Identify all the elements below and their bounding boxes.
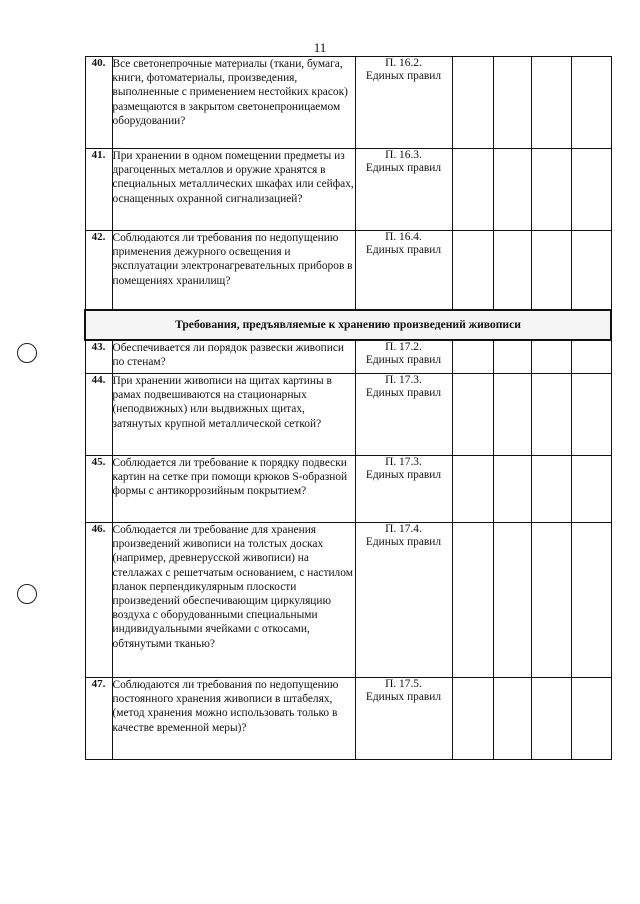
answer-cell[interactable] [493,57,531,149]
table-row [85,340,611,374]
answer-cell[interactable] [452,374,493,456]
requirement-text: При хранении живописи на щитах картины в рамах подвешиваются на стационарных (неподвижных) или выдвижных щитах, затянутых крупной металлической сеткой? [112,374,355,456]
checklist-table [84,56,612,760]
answer-cell[interactable] [531,57,571,149]
rule-reference: П. 17.4. Единых правил [355,523,452,678]
rule-reference: П. 16.2. Единых правил [355,57,452,149]
rule-reference: П. 17.5. Единых правил [355,678,452,760]
answer-cell[interactable] [452,149,493,231]
rule-reference: П. 16.3. Единых правил [355,149,452,231]
table-row [85,523,611,678]
answer-cell[interactable] [452,523,493,678]
table-row [85,57,611,149]
answer-cell[interactable] [493,678,531,760]
answer-cell[interactable] [571,57,611,149]
answer-cell[interactable] [531,231,571,310]
section-header-row [85,310,611,340]
table-row [85,231,611,310]
answer-cell[interactable] [531,149,571,231]
answer-cell[interactable] [531,374,571,456]
row-number: 45. [85,456,112,523]
requirement-text: Соблюдается ли требование для хранения произведений живописи на толстых досках (например, древнерусской живописи) на стеллажах с решетчатым основанием, с настилом планок перпендикулярным плоскости произведений обеспечивающим циркуляцию воздуха с оборудованными специальными индивидуальными ячейками с откосами, обтянутыми тканью? [112,523,355,678]
answer-cell[interactable] [493,456,531,523]
answer-cell[interactable] [571,231,611,310]
row-number: 40. [85,57,112,149]
answer-cell[interactable] [571,456,611,523]
answer-cell[interactable] [493,231,531,310]
requirement-text: При хранении в одном помещении предметы из драгоценных металлов и оружие хранятся в специальных металлических шкафах или сейфах, оснащенных охранной сигнализацией? [112,149,355,231]
table-row [85,678,611,760]
rule-reference: П. 16.4. Единых правил [355,231,452,310]
answer-cell[interactable] [571,340,611,374]
answer-cell[interactable] [571,523,611,678]
row-number: 43. [85,340,112,374]
answer-cell[interactable] [531,340,571,374]
answer-cell[interactable] [452,231,493,310]
answer-cell[interactable] [493,340,531,374]
answer-cell[interactable] [531,678,571,760]
row-number: 42. [85,231,112,310]
answer-cell[interactable] [571,678,611,760]
answer-cell[interactable] [493,374,531,456]
answer-cell[interactable] [452,340,493,374]
table-row [85,149,611,231]
row-number: 47. [85,678,112,760]
table-row [85,374,611,456]
section-header: Требования, предъявляемые к хранению произведений живописи [85,310,611,340]
row-number: 41. [85,149,112,231]
answer-cell[interactable] [571,374,611,456]
answer-cell[interactable] [493,149,531,231]
row-number: 44. [85,374,112,456]
binder-hole-icon [17,584,37,604]
answer-cell[interactable] [531,456,571,523]
requirement-text: Соблюдается ли требование к порядку подвески картин на сетке при помощи крюков S-образной формы с антикоррозийным покрытием? [112,456,355,523]
table-row [85,456,611,523]
requirement-text: Соблюдаются ли требования по недопущению постоянного хранения живописи в штабелях, (метод хранения можно использовать только в качестве временной меры)? [112,678,355,760]
requirement-text: Соблюдаются ли требования по недопущению применения дежурного освещения и эксплуатации электронагревательных приборов в помещениях хранилищ? [112,231,355,310]
answer-cell[interactable] [452,456,493,523]
rule-reference: П. 17.3. Единых правил [355,456,452,523]
rule-reference: П. 17.2. Единых правил [355,340,452,374]
answer-cell[interactable] [493,523,531,678]
rule-reference: П. 17.3. Единых правил [355,374,452,456]
row-number: 46. [85,523,112,678]
answer-cell[interactable] [571,149,611,231]
requirement-text: Обеспечивается ли порядок развески живописи по стенам? [112,340,355,374]
page-number: 11 [313,40,327,55]
answer-cell[interactable] [531,523,571,678]
answer-cell[interactable] [452,57,493,149]
binder-hole-icon [17,343,37,363]
answer-cell[interactable] [452,678,493,760]
requirement-text: Все светонепрочные материалы (ткани, бумага, книги, фотоматериалы, произведения, выполненные с применением нестойких красок) размещаются в закрытом светонепроницаемом оборудовании? [112,57,355,149]
